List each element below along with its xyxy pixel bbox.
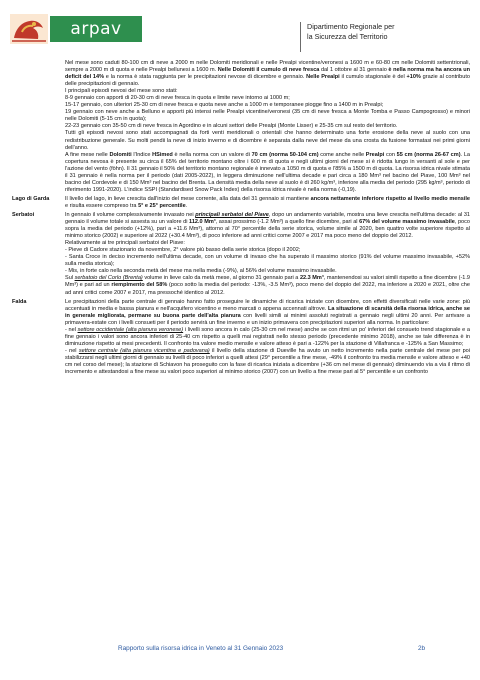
page-number: 2b [418,645,426,652]
serbatoi-intro: Relativamente ai tre principali serbatoi del Piave: [65,240,185,247]
falda-body [65,299,470,377]
episode-summary: Tutti gli episodi nevosi sono stati accompagnati da forti venti meridionali o orientali che hanno determinato una forte erosione della neve al suolo con una redistribuzione generale. Su molti pendii la neve di inizio inverno e di dicembre è separata dalla neve del mese da una crosta da fusione formatasi nei primi giorni dell'anno. [65,130,470,151]
footer-text: Rapporto sulla risorsa idrica in Veneto al 31 Gennaio 2023 [118,645,284,652]
serbatoi-body [65,212,470,297]
lion-emblem-icon [10,14,48,44]
episode-item: 22-23 gennaio con 35-50 cm di neve fresca in Agordino e in alcuni settori delle Prealpi (Monte Lisser) e 25-35 cm sul resto del territorio. [65,123,398,130]
garda-section [12,196,470,210]
neve-paragraph-1: Nel mese sono caduti 80-100 cm di neve a 2000 m nelle Dolomiti meridionali e nelle Prealpi vicentine/veronesi a 1600 m e 60-80 cm nelle Dolomiti settentrionali, sempre a 2000 m di quota e nelle Prealpi bellunesi a 1600 m. Nelle Dolomiti il cumulo di neve fresca dal 1 ottobre al 31 gennaio è nella norma ma ha ancora un deficit del 14% e la norma è stata raggiunta per le precipitazioni nevose di dicembre e gennaio. Nelle Prealpi il cumulo stagionale è del +10% grazie al contributo delle precipitazioni di gennaio. [65,60,470,88]
garda-body [65,196,470,210]
neve-section [12,60,470,194]
serbatoio-item: - Mis, in forte calo nella seconda metà del mese ma nella media (-9%), al 56% del volume massimo invasabile. [65,268,337,275]
arpav-wordmark: arpav [50,16,142,42]
episode-item: 8-9 gennaio con apporti di 20-30 cm di neve fresca in quota e limite neve intorno ai 1000 m; [65,95,290,102]
garda-label: Lago di Garda [12,195,50,202]
serbatoi-section [12,212,470,297]
falda-item-occidentale: - nel settore occidentale (alta pianura veronese) i livelli sono ancora in calo (25-30 cm nel mese) anche se con ritmi un po' inferiori del consueto trend stagionale e a fine gennaio i valori sono ancora inferiori di 25-40 cm rispetto a quelli mai registrati nello stesso periodo (precedente minimo 2018), anche se tale differenza è in diminuzione rispetto ai mesi precedenti. Il confronto tra valore medio mensile e valore atteso è pari a -122% per la stazione di Villafranca e -125% a San Massimo; [65,326,470,347]
serbatoi-paragraph-1: In gennaio il volume complessivamente invasato nei principali serbatoi del Piave, dopo un andamento variabile, mostra una lieve crescita nell'ultima decade: al 31 gennaio il volume totale si assesta su un valore di 112.0 Mm³, assai prossimo (-1.2 Mm³) a quello fine dicembre, pari al 67% del volume massimo invasabile, poco sopra la media del periodo (+12%), pari a +11.6 Mm³), attorno al 70° percentile della serie storica, volume simile al 2020, ben quattro volte superiore rispetto al minimo storico (2002) e superiore al 2022 (+30.4 Mm³), di poco inferiore ad anni critici come 2007 e 2017 ma poco meno del doppio del 2012. [65,211,470,240]
episodes-title: I principali episodi nevosi del mese sono stati: [65,88,178,95]
arpav-logo [10,14,142,44]
department-title [300,22,470,52]
serbatoi-label: Serbatoi [12,211,35,218]
episode-item: 19 gennaio con neve anche a Belluno e apporti più intensi nelle Prealpi vicentine/veronesi (35 cm di neve fresca a Monte Tomba e Passo Campogrosso) e minori nelle Dolomiti (5-15 cm in quota); [65,109,470,123]
garda-paragraph: Il livello del lago, in lieve crescita dall'inizio del mese corrente, alla data del 31 gennaio si mantiene ancora nettamente inferiore rispetto al livello medio mensile e risulta essere compreso tra 5° e 25° percentile. [65,195,470,209]
neve-paragraph-3: A fine mese nelle Dolomiti l'Indice HSimed è nella norma con un valore di 70 cm (norma 50-104 cm) come anche nelle Prealpi con 55 cm (norma 26-67 cm). La copertura nevosa è presente su circa il 65% del territorio montano oltre i 600 m di quota e negli ultimi giorni del mese si è ridotta lungo in versanti al sole e per l'azione del vento (föhn). Il 31 gennaio il 50% del territorio montano regionale è innevato a 1050 m di quota e l'85% a 1500 m di quota. La risorsa idrica nivale stimata il 31 gennaio è nella norma per il periodo (dati 2005-2022), in leggera diminuzione nell'ultima decade e pari circa a 180 Mm³ nel bacino del Piave, 100 Mm³ nel bacino del Cordevole e di 150 Mm³ nel bacino del Brenta. La densità media della neve al suolo è di 260 kg/m³, inferiore alla media del periodo (295 kg/m³, periodo di riferimento 1991-2020). L'indice SSPI (Standardised Snow Pack Index) della risorsa idrica nivale è nella norma (-0,19). [65,151,470,193]
serbatoio-item: - Pieve di Cadore stazionario da novembre, 2° valore più basso della serie storica (dopo il 2002; [65,247,301,254]
neve-body [65,60,470,194]
falda-paragraph-1: Le precipitazioni della parte centrale di gennaio hanno fatto proseguire le dinamiche di ricarica iniziate con dicembre, con effetti diversificati nelle varie zone: più accentuati in media e bassa pianura e nell'acquifero vicentino e meno marcati o appena accennati altrove. La situazione di scarsità della risorsa idrica, anche se in generale migliorata, permane su buona parte dell'alta pianura con livelli simili ai minimi assoluti registrati a gennaio negli ultimi 20 anni. Per arrivare a primavera-estate con i livelli consueti per il periodo servirà un fine inverno e un inizio primavera con precipitazioni superiori alla norma. In particolare: [65,298,470,326]
episode-item: 15-17 gennaio, con ulteriori 25-30 cm di neve fresca e quota neve anche a 1000 m e temporanee piogge fino a 1400 m in Prealpi; [65,102,384,109]
report-content [12,60,470,376]
department-line-1: Dipartimento Regionale per [307,22,395,31]
department-line-2: la Sicurezza del Territorio [307,31,388,41]
page-header [0,0,480,62]
serbatoi-paragraph-corlo: Sul serbatoio del Corlo (Brenta) volume in lieve calo da metà mese, al giorno 31 gennaio pari a 22.3 Mm³, mantenendosi su valori simili rispetto a fine dicembre (-1.9 Mm³) e pari ad un riempimento del 58% (poco sotto la media del periodo: -13%, -3.5 Mm³), poco meno del doppio del 2022, ma inferiore a 2020 e 2021, oltre che ad anni critici come 2007 e 2017, ma pressoché identico al 2012. [65,275,470,296]
serbatoio-item: - Santa Croce in deciso incremento nell'ultima decade, con un volume di invaso che ha superato il massimo storico (91% del volume massimo invasabile, +52% sulla media storica); [65,254,470,268]
falda-label: Falda [12,298,27,305]
falda-section [12,299,470,377]
falda-item-centrale: - nel settore centrale (alta pianura vicentina e padovana) il livello della stazione di Dueville ha avuto un netto incremento nella parte centrale del mese per poi stabilizzarsi negli ultimi giorni di gennaio su livelli di poco inferiori a quelli attesi (29° percentile a fine mese, -49% il confronto tra media mensile e valore atteso e +40 cm nel corso del mese); la stazione di Schiavon ha proseguito con la fase di ricarica iniziata a dicembre (+36 cm nel mese di gennaio) diminuendo via a via il ritmo di incremento e attestandosi a fine mese su valori poco superiori al minimo storico (2007) con un livello a fine mese pari al 5° percentile e un confronto [65,347,470,376]
